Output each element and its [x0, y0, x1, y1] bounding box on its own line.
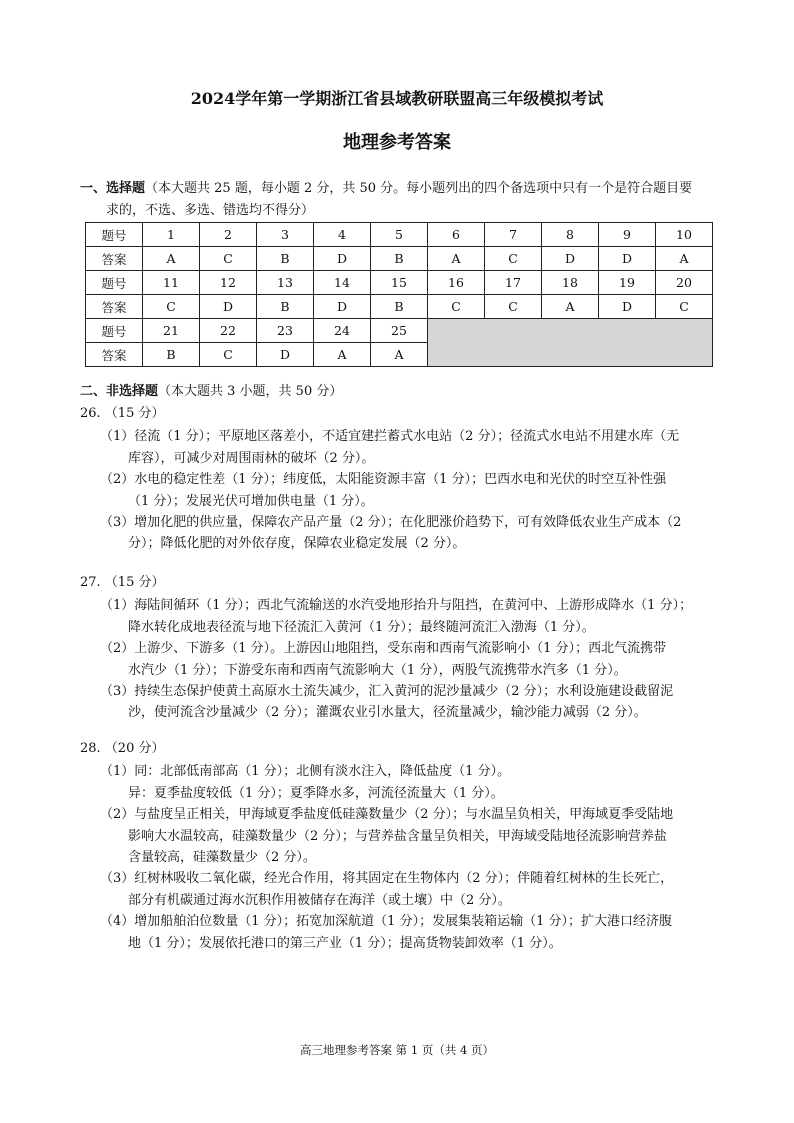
row-header: 答案	[86, 247, 143, 271]
answer-cell: B	[143, 343, 200, 367]
section2-label: 二、非选择题	[80, 384, 159, 399]
answer-cell: A	[542, 295, 599, 319]
answer-cell: A	[371, 343, 428, 367]
number-row	[86, 319, 713, 343]
question-number-cell: 20	[656, 271, 713, 295]
number-row	[86, 271, 713, 295]
answer-cell: A	[143, 247, 200, 271]
section2-desc: （本大题共 3 小题，共 50 分）	[158, 384, 343, 399]
row-header: 答案	[86, 343, 143, 367]
question-number-cell: 18	[542, 271, 599, 295]
answer-cell: D	[200, 295, 257, 319]
answer-cell: B	[371, 295, 428, 319]
question-number-cell: 24	[314, 319, 371, 343]
answer-cell: C	[485, 247, 542, 271]
sub-answer-continued: （1 分）；发展光伏可增加供电量（1 分）。	[128, 493, 374, 509]
section1-heading	[80, 178, 692, 222]
question-number-cell: 13	[257, 271, 314, 295]
sub-answer: （3）持续生态保护使黄土高原水土流失减少，汇入黄河的泥沙量减少（2 分）；水利设施建设截留泥	[100, 683, 674, 699]
document-subtitle: 地理参考答案	[343, 132, 451, 153]
sub-answer: （2）与盐度呈正相关，甲海域夏季盐度低硅藻数量少（2 分）；与水温呈负相关，甲海域夏季受陆地	[100, 807, 674, 823]
empty-shaded-cell	[428, 319, 713, 367]
question-number-cell: 11	[143, 271, 200, 295]
question-27	[80, 572, 692, 724]
question-number-cell: 9	[599, 223, 656, 247]
question-number-cell: 3	[257, 223, 314, 247]
row-header: 题号	[86, 223, 143, 247]
question-number-cell: 16	[428, 271, 485, 295]
question-number-cell: 8	[542, 223, 599, 247]
answer-cell: D	[257, 343, 314, 367]
answer-cell: C	[143, 295, 200, 319]
question-26	[80, 403, 681, 555]
question-number-cell: 4	[314, 223, 371, 247]
question-number-cell: 7	[485, 223, 542, 247]
answer-cell: C	[656, 295, 713, 319]
question-number-cell: 1	[143, 223, 200, 247]
row-header: 题号	[86, 319, 143, 343]
sub-answer: （3）红树林吸收二氧化碳，经光合作用，将其固定在生物体内（2 分）；伴随着红树林的生长死亡，	[100, 871, 674, 887]
section1-label: 一、选择题	[80, 181, 146, 196]
question-number-cell: 15	[371, 271, 428, 295]
sub-answer: （1）径流（1 分）；平原地区落差小，不适宜建拦蓄式水电站（2 分）；径流式水电站不用建水库（无	[100, 429, 680, 445]
section2-heading	[80, 381, 342, 403]
answer-cell: C	[200, 247, 257, 271]
sub-answer: （3）增加化肥的供应量，保障农产品产量（2 分）；在化肥涨价趋势下，可有效降低农业生产成本（2	[100, 514, 682, 530]
question-number-cell: 21	[143, 319, 200, 343]
question-number-cell: 12	[200, 271, 257, 295]
sub-answer: （2）水电的稳定性差（1 分）；纬度低，太阳能资源丰富（1 分）；巴西水电和光伏的时空互补性强	[100, 472, 667, 488]
answer-cell: C	[485, 295, 542, 319]
answer-cell: B	[257, 247, 314, 271]
answer-cell: A	[314, 343, 371, 367]
sub-answer: （2）上游少、下游多（1 分）。上游因山地阻挡，受东南和西南气流影响小（1 分）；西北气流携带	[100, 641, 667, 657]
sub-answer-continued: 分）；降低化肥的对外依存度，保障农业稳定发展（2 分）。	[128, 536, 466, 552]
question-28	[80, 738, 673, 954]
answer-table	[85, 222, 713, 367]
answer-row	[86, 295, 713, 319]
row-header: 题号	[86, 271, 143, 295]
exam-title: 2024学年第一学期浙江省县域教研联盟高三年级模拟考试	[190, 89, 604, 108]
page-footer: 高三地理参考答案 第 1 页（共 4 页）	[300, 1043, 494, 1057]
sub-answer-continued: 部分有机碳通过海水沉积作用被储存在海洋（或土壤）中（2 分）。	[128, 892, 511, 908]
answer-cell: A	[656, 247, 713, 271]
answer-cell: C	[428, 295, 485, 319]
sub-answer-continued: 影响大水温较高，硅藻数量少（2 分）；与营养盐含量呈负相关，甲海域受陆地径流影响营养盐	[128, 828, 667, 844]
sub-answer: （1）海陆间循环（1 分）；西北气流输送的水汽受地形抬升与阻挡，在黄河中、上游形成降水（1 分）；	[100, 598, 693, 614]
answer-cell: D	[599, 247, 656, 271]
answer-cell: D	[542, 247, 599, 271]
sub-answer-continued: 降水转化成地表径流与地下径流汇入黄河（1 分）；最终随河流汇入渤海（1 分）。	[128, 619, 595, 635]
answer-cell: A	[428, 247, 485, 271]
question-number-cell: 19	[599, 271, 656, 295]
question-number-cell: 17	[485, 271, 542, 295]
sub-answer-continued: 地（1 分）；发展依托港口的第三产业（1 分）；提高货物装卸效率（1 分）。	[128, 935, 562, 951]
answer-cell: B	[257, 295, 314, 319]
section1-desc: （本大题共 25 题，每小题 2 分，共 50 分。每小题列出的四个备选项中只有一个是符合题目要	[145, 181, 693, 196]
question-heading: 26. （15 分）	[80, 406, 165, 421]
sub-answer: （1）同：北部低南部高（1 分）；北侧有淡水注入，降低盐度（1 分）。	[100, 764, 511, 780]
question-number-cell: 14	[314, 271, 371, 295]
sub-answer-continued: 异：夏季盐度较低（1 分）；夏季降水多，河流径流量大（1 分）。	[128, 785, 504, 801]
question-number-cell: 22	[200, 319, 257, 343]
sub-answer: （4）增加船舶泊位数量（1 分）；拓宽加深航道（1 分）；发展集装箱运输（1 分）；扩大港口经济腹	[100, 914, 672, 930]
answer-cell: D	[599, 295, 656, 319]
row-header: 答案	[86, 295, 143, 319]
question-number-cell: 6	[428, 223, 485, 247]
answer-cell: D	[314, 247, 371, 271]
answer-cell: C	[200, 343, 257, 367]
answer-row	[86, 247, 713, 271]
section1-desc-cont: 求的，不选、多选、错选均不得分）	[106, 203, 315, 218]
question-number-cell: 10	[656, 223, 713, 247]
question-number-cell: 2	[200, 223, 257, 247]
answer-cell: B	[371, 247, 428, 271]
question-number-cell: 5	[371, 223, 428, 247]
sub-answer-continued: 库容），可减少对周围雨林的破坏（2 分）。	[128, 450, 375, 466]
number-row	[86, 223, 713, 247]
sub-answer-continued: 水汽少（1 分）；下游受东南和西南气流影响大（1 分），两股气流携带水汽多（1 分）。	[128, 662, 627, 678]
question-number-cell: 25	[371, 319, 428, 343]
answer-cell: D	[314, 295, 371, 319]
sub-answer-continued: 沙，使河流含沙量减少（2 分）；灌溉农业引水量大，径流量减少，输沙能力减弱（2 分）。	[128, 705, 647, 721]
sub-answer-continued: 含量较高，硅藻数量少（2 分）。	[128, 849, 316, 865]
question-heading: 28. （20 分）	[80, 741, 165, 756]
question-heading: 27. （15 分）	[80, 575, 165, 590]
question-number-cell: 23	[257, 319, 314, 343]
